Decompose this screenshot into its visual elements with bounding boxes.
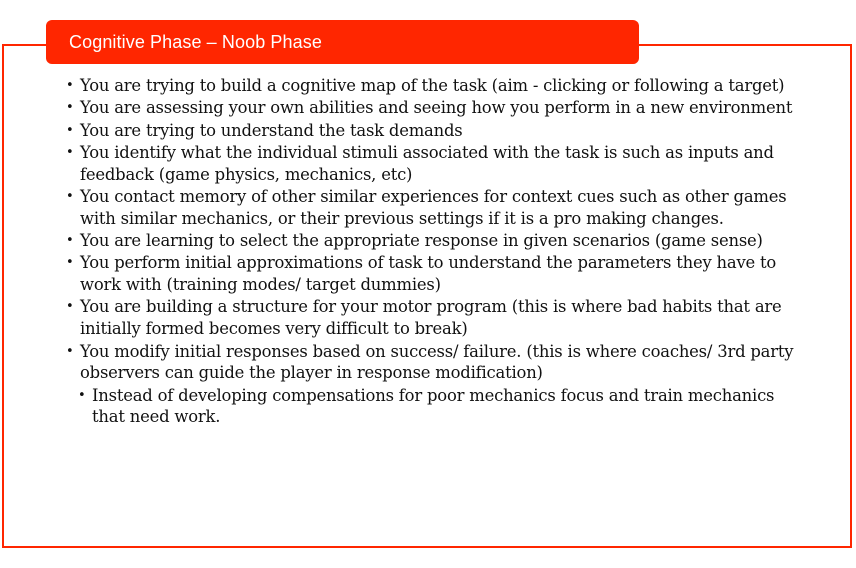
title-banner (46, 20, 639, 64)
bullet-item: • You contact memory of other similar experiences for context cues such as other games with similar mechanics, or their previous settings if it is a pro making changes. (66, 186, 801, 230)
sub-bullet-item: • Instead of developing compensations for poor mechanics focus and train mechanics that need work. (78, 385, 801, 429)
bullet-list (66, 75, 801, 429)
bullet-item: • You are trying to build a cognitive map of the task (aim - clicking or following a target) (66, 75, 801, 97)
bullet-item: • You are trying to understand the task demands (66, 120, 801, 142)
bullet-item: • You perform initial approximations of task to understand the parameters they have to work with (training modes/ target dummies) (66, 252, 801, 296)
bullet-item: • You identify what the individual stimuli associated with the task is such as inputs and feedback (game physics, mechanics, etc) (66, 142, 801, 186)
bullet-item: • You are assessing your own abilities and seeing how you perform in a new environment (66, 97, 801, 119)
slide-title: Cognitive Phase – Noob Phase (69, 31, 322, 52)
bullet-item: • You modify initial responses based on success/ failure. (this is where coaches/ 3rd party observers can guide the player in response modification) (66, 341, 801, 385)
bullet-item: • You are learning to select the appropriate response in given scenarios (game sense) (66, 230, 801, 252)
bullet-item: • You are building a structure for your motor program (this is where bad habits that are initially formed becomes very difficult to break) (66, 296, 801, 340)
